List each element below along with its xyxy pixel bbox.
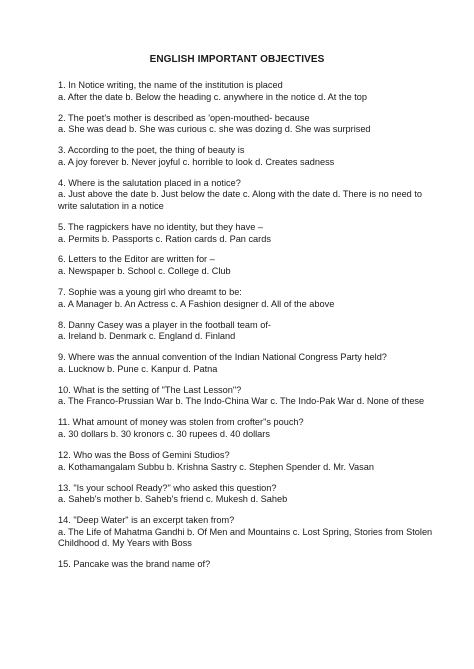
answer-options-text: a. After the date b. Below the heading c. anywhere in the notice d. At the top <box>58 91 368 102</box>
answer-options-text: a. A joy forever b. Never joyful c. horrible to look d. Creates sadness <box>58 156 335 167</box>
answer-options-text: a. Kothamangalam Subbu b. Krishna Sastry c. Stephen Spender d. Mr. Vasan <box>58 461 374 472</box>
question-list <box>58 80 433 580</box>
question-text: 9. Where was the annual convention of the Indian National Congress Party held? <box>58 352 387 363</box>
question-item <box>58 222 430 245</box>
question-item <box>58 145 430 168</box>
question-item <box>58 254 430 277</box>
question-item <box>58 178 430 213</box>
answer-options-text: a. Lucknow b. Pune c. Kanpur d. Patna <box>58 363 218 374</box>
page-title: ENGLISH IMPORTANT OBJECTIVES <box>149 54 325 65</box>
question-item <box>58 320 430 343</box>
question-item <box>58 483 430 506</box>
question-text: 14. "Deep Water" is an excerpt taken from? <box>58 515 235 526</box>
question-text: 13. "Is your school Ready?" who asked this question? <box>58 482 277 493</box>
answer-options-text: a. Saheb's mother b. Saheb's friend c. Mukesh d. Saheb <box>58 494 288 505</box>
question-item <box>58 352 430 375</box>
question-item <box>58 515 433 550</box>
question-text: 6. Letters to the Editor are written for – <box>58 254 215 265</box>
answer-options-text: a. The Life of Mahatma Gandhi b. Of Men and Mountains c. Lost Spring, Stories from Stolen <box>58 526 433 537</box>
question-text: 10. What is the setting of "The Last Lesson"? <box>58 384 242 395</box>
question-text: 7. Sophie was a young girl who dreamt to be: <box>58 287 242 298</box>
question-text: 5. The ragpickers have no identity, but they have – <box>58 221 263 232</box>
question-item <box>58 417 430 440</box>
question-item <box>58 450 430 473</box>
answer-options-text: a. Ireland b. Denmark c. England d. Finland <box>58 331 236 342</box>
answer-options-text: Childhood d. My Years with Boss <box>58 538 192 549</box>
answer-options-text: a. Permits b. Passports c. Ration cards d. Pan cards <box>58 233 271 244</box>
answer-options-text: a. The Franco-Prussian War b. The Indo-China War c. The Indo-Pak War d. None of these <box>58 396 425 407</box>
question-text: 4. Where is the salutation placed in a notice? <box>58 177 241 188</box>
question-text: 8. Danny Casey was a player in the football team of- <box>58 319 271 330</box>
question-item <box>58 287 430 310</box>
question-text: 2. The poet's mother is described as 'open-mouthed- because <box>58 112 310 123</box>
question-text: 3. According to the poet, the thing of beauty is <box>58 145 245 156</box>
question-item <box>58 385 430 408</box>
answer-options-text: a. She was dead b. She was curious c. she was dozing d. She was surprised <box>58 124 371 135</box>
question-item <box>58 559 430 571</box>
question-text: 1. In Notice writing, the name of the institution is placed <box>58 80 283 90</box>
question-item <box>58 113 430 136</box>
question-text: 12. Who was the Boss of Gemini Studios? <box>58 449 230 460</box>
question-item <box>58 80 430 103</box>
answer-options-text: write salutation in a notice <box>58 200 164 211</box>
answer-options-text: a. A Manager b. An Actress c. A Fashion designer d. All of the above <box>58 298 335 309</box>
answer-options-text: a. Just above the date b. Just below the date c. Along with the date d. There is no need to <box>58 189 422 200</box>
question-text: 15. Pancake was the brand name of? <box>58 559 211 570</box>
answer-options-text: a. Newspaper b. School c. College d. Club <box>58 266 231 277</box>
answer-options-text: a. 30 dollars b. 30 kronors c. 30 rupees d. 40 dollars <box>58 428 270 439</box>
question-text: 11. What amount of money was stolen from crofter"s pouch? <box>58 417 304 428</box>
